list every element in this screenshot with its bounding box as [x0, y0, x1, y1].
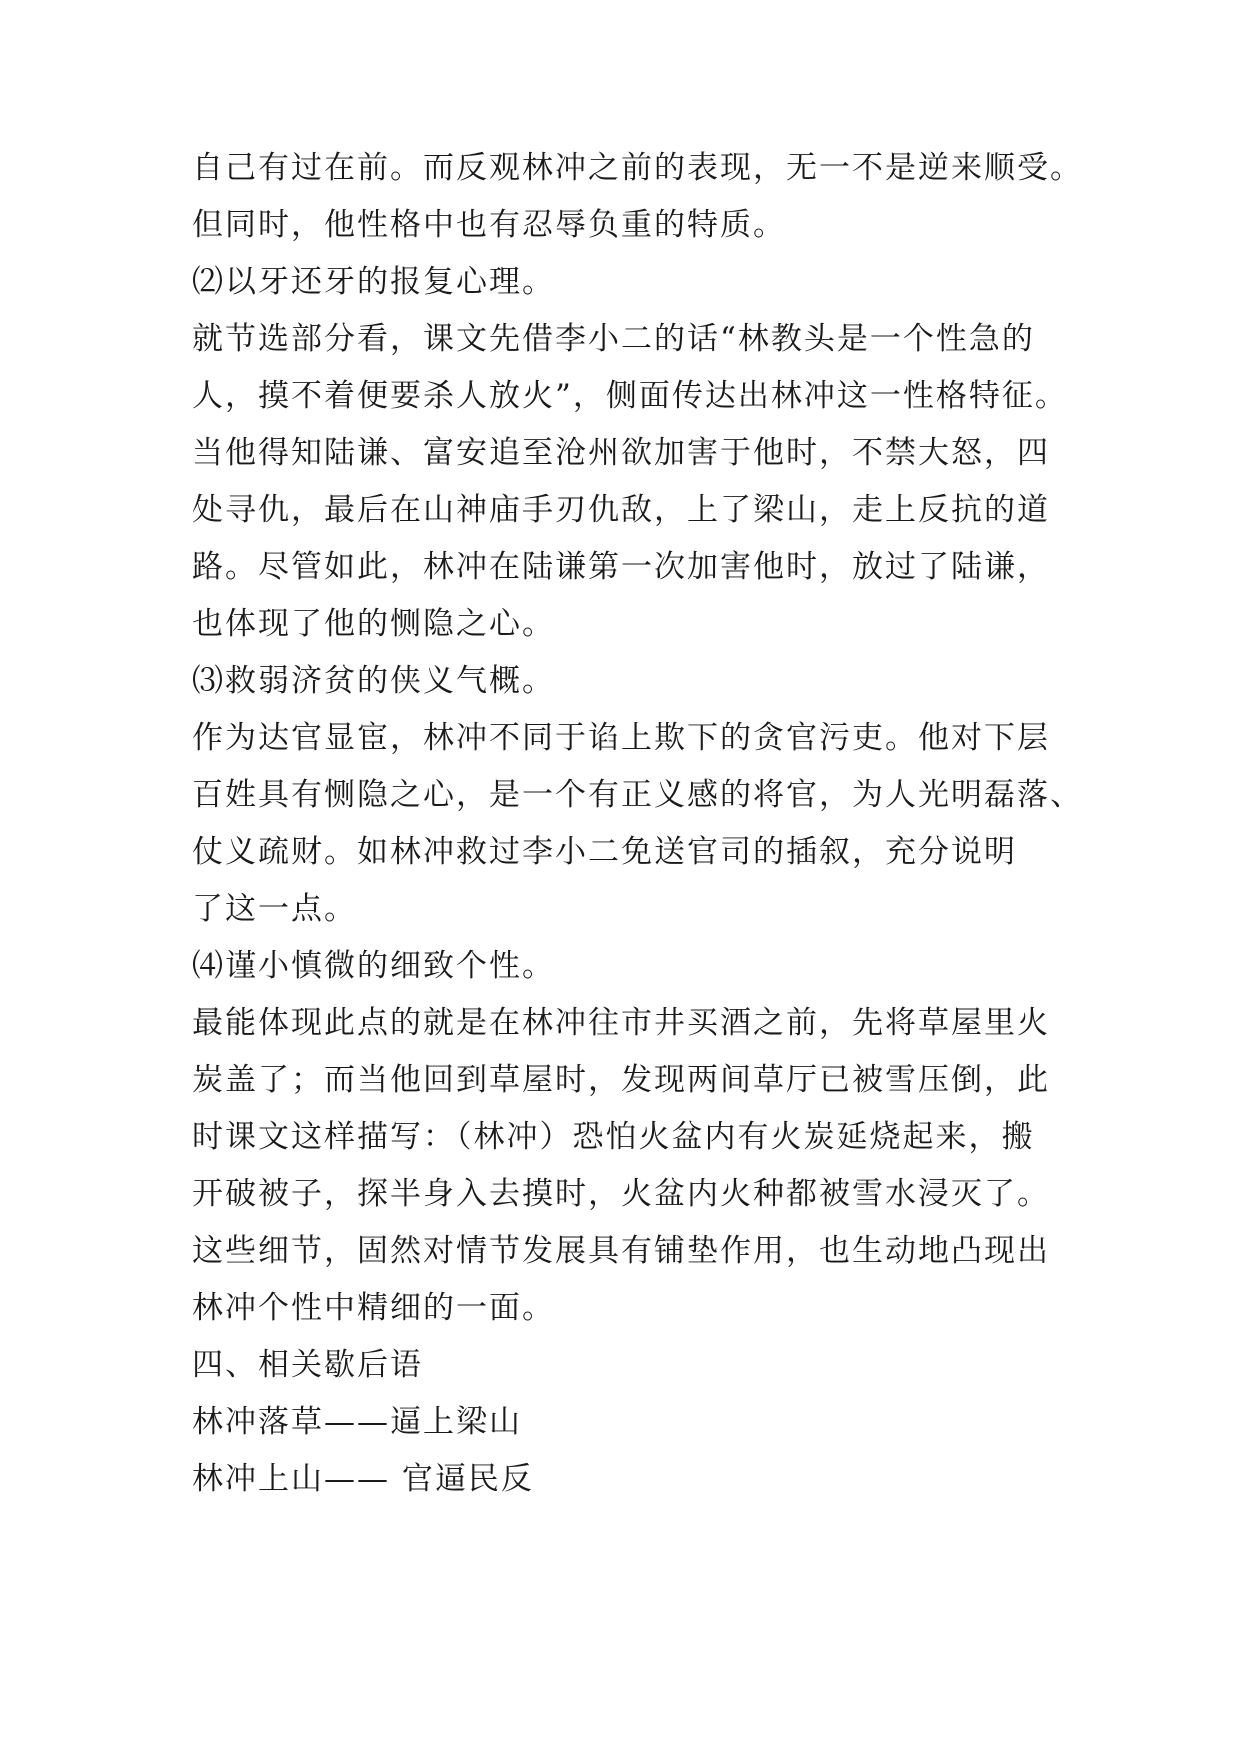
text-line: 炭盖了；而当他回到草屋时，发现两间草厅已被雪压倒，此 [192, 1062, 1050, 1098]
text-line: 这些细节，固然对情节发展具有铺垫作用，也生动地凸现出 [192, 1233, 1050, 1269]
text-line: 但同时，他性格中也有忍辱负重的特质。 [192, 207, 786, 243]
text-line: 作为达官显宦，林冲不同于谄上欺下的贪官污吏。他对下层 [192, 720, 1050, 756]
section-heading: ⑷谨小慎微的细致个性。 [192, 948, 555, 984]
text-line: 林冲个性中精细的一面。 [192, 1290, 555, 1326]
section-heading: ⑶救弱济贫的侠义气概。 [192, 663, 555, 699]
text-line: 路。尽管如此，林冲在陆谦第一次加害他时，放过了陆谦， [192, 549, 1050, 585]
text-line: 也体现了他的恻隐之心。 [192, 606, 555, 642]
text-line: 林冲落草——逼上梁山 [192, 1404, 522, 1440]
text-line: 开破被子，探半身入去摸时，火盆内火种都被雪水浸灭了。 [192, 1176, 1050, 1212]
text-line: 百姓具有恻隐之心，是一个有正义感的将官，为人光明磊落、 [192, 777, 1083, 813]
section-heading: 四、相关歇后语 [192, 1347, 423, 1383]
section-heading: ⑵以牙还牙的报复心理。 [192, 264, 555, 300]
text-line: 就节选部分看，课文先借李小二的话“林教头是一个性急的 [192, 321, 1035, 357]
text-line: 当他得知陆谦、富安追至沧州欲加害于他时，不禁大怒，四 [192, 435, 1050, 471]
text-line: 仗义疏财。如林冲救过李小二免送官司的插叙，充分说明 [192, 834, 1017, 870]
text-line: 人，摸不着便要杀人放火”，侧面传达出林冲这一性格特征。 [192, 378, 1068, 414]
text-line: 了这一点。 [192, 891, 357, 927]
text-line: 时课文这样描写：（林冲）恐怕火盆内有火炭延烧起来，搬 [192, 1119, 1035, 1155]
text-line: 最能体现此点的就是在林冲往市井买酒之前，先将草屋里火 [192, 1005, 1050, 1041]
text-line: 自己有过在前。而反观林冲之前的表现，无一不是逆来顺受。 [192, 150, 1083, 186]
text-line: 处寻仇，最后在山神庙手刃仇敌，上了梁山，走上反抗的道 [192, 492, 1050, 528]
text-line: 林冲上山—— 官逼民反 [192, 1461, 534, 1497]
